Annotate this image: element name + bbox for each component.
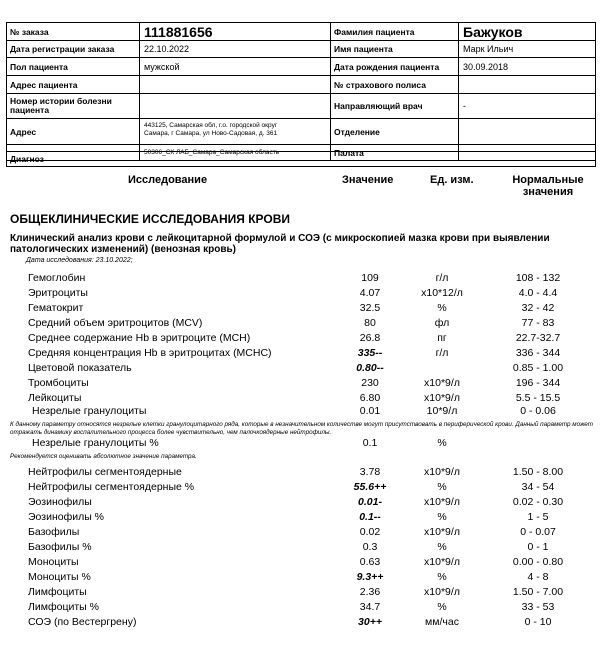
test-value: 80 bbox=[364, 317, 376, 329]
test-name: Нейтрофилы сегментоядерные bbox=[28, 466, 182, 478]
test-unit: x10*9/л bbox=[424, 556, 460, 568]
test-norm: 108 - 132 bbox=[515, 272, 561, 284]
test-name: Средняя концентрация Hb в эритроцитах (MCHC) bbox=[28, 347, 272, 359]
test-unit: 10*9/л bbox=[426, 405, 458, 417]
test-norm: 1.50 - 7.00 bbox=[512, 586, 564, 598]
patient-surname: Бажуков bbox=[463, 23, 523, 40]
result-row bbox=[0, 556, 600, 570]
test-norm: 0.00 - 0.80 bbox=[512, 556, 564, 568]
result-row bbox=[0, 586, 600, 600]
order-header-table bbox=[6, 22, 596, 161]
addr-label: Адрес bbox=[7, 119, 140, 144]
test-value: 0.1 bbox=[362, 437, 378, 449]
test-value: 0.01- bbox=[358, 496, 382, 508]
doctor-label: Направляющий врач bbox=[331, 94, 459, 118]
test-value: 0.02 bbox=[359, 526, 381, 538]
test-value: 26.8 bbox=[359, 332, 381, 344]
result-row bbox=[0, 496, 600, 510]
test-unit: x10*9/л bbox=[424, 586, 460, 598]
reg-date: 22.10.2022 bbox=[140, 41, 331, 57]
test-norm: 4.0 - 4.4 bbox=[518, 287, 558, 299]
diagnosis-row bbox=[6, 151, 596, 167]
test-value: 0.01 bbox=[359, 405, 381, 417]
test-name: Эозинофилы % bbox=[28, 511, 105, 523]
test-value: 0.3 bbox=[362, 541, 378, 553]
test-name: Средний объем эритроцитов (MCV) bbox=[28, 317, 203, 329]
surname-label: Фамилия пациента bbox=[331, 23, 459, 40]
header-row-reg bbox=[7, 41, 595, 58]
result-row bbox=[0, 272, 600, 286]
ward-label: Палата bbox=[331, 145, 459, 160]
test-norm: 0.02 - 0.30 bbox=[512, 496, 564, 508]
test-name: Цветовой показатель bbox=[28, 362, 132, 374]
column-header-unit: Ед. изм. bbox=[430, 174, 474, 186]
result-row bbox=[0, 466, 600, 480]
result-row bbox=[0, 511, 600, 525]
test-name: Незрелые гранулоциты bbox=[32, 405, 147, 417]
norm-header-line-1: Нормальные bbox=[512, 174, 584, 186]
test-value: 34.7 bbox=[359, 601, 381, 613]
patient-address bbox=[140, 76, 331, 93]
test-norm: 32 - 42 bbox=[521, 302, 555, 314]
test-norm: 5.5 - 15.5 bbox=[515, 392, 561, 404]
immature-granulocytes-note: К данному параметру относятся незрелые клетки гранулоцитарного ряда, которые в незначительном количестве могут присутствовать в периферической крови. Данный параметр может отражать динамику воспалительного процесса более чувствительно, чем палочкоядерные нейтрофилы. bbox=[10, 421, 593, 436]
doctor-name: - bbox=[463, 101, 466, 111]
insurance-label: № страхового полиса bbox=[331, 76, 459, 93]
diagnosis-label: Диагноз bbox=[10, 154, 44, 164]
test-norm: 0 - 10 bbox=[524, 616, 552, 628]
test-unit: % bbox=[437, 511, 447, 523]
lab-name: 50306_СК ЛАБ_Самара_Самарская область bbox=[140, 145, 331, 160]
test-value: 0.1-- bbox=[359, 511, 381, 523]
header-row-history bbox=[7, 94, 595, 119]
test-unit: % bbox=[437, 541, 447, 553]
test-value: 0.63 bbox=[359, 556, 381, 568]
test-value: 6.80 bbox=[359, 392, 381, 404]
result-row bbox=[0, 302, 600, 316]
result-row bbox=[0, 287, 600, 301]
test-name: Базофилы bbox=[28, 526, 80, 538]
test-name: Лейкоциты bbox=[28, 392, 82, 404]
insurance-number bbox=[459, 76, 595, 93]
patient-name: Марк Ильич bbox=[463, 44, 514, 54]
department bbox=[459, 119, 595, 144]
test-value: 0.80-- bbox=[356, 362, 384, 374]
test-name: Гемоглобин bbox=[28, 272, 86, 284]
result-row bbox=[0, 317, 600, 331]
result-row bbox=[0, 616, 600, 630]
test-name: Гематокрит bbox=[28, 302, 84, 314]
test-norm: 0 - 0.06 bbox=[520, 405, 556, 417]
test-name: Эритроциты bbox=[28, 287, 88, 299]
test-norm: 1 - 5 bbox=[527, 511, 549, 523]
test-name: Моноциты % bbox=[28, 571, 91, 583]
result-row bbox=[0, 526, 600, 540]
department-label: Отделение bbox=[331, 119, 459, 144]
section-title: ОБЩЕКЛИНИЧЕСКИЕ ИССЛЕДОВАНИЯ КРОВИ bbox=[10, 212, 290, 226]
result-row bbox=[0, 392, 600, 406]
test-name: Нейтрофилы сегментоядерные % bbox=[28, 481, 195, 493]
column-header-test: Исследование bbox=[128, 174, 208, 186]
addr-line-1: 443125, Самарская обл, г.о. городской округ bbox=[144, 122, 278, 129]
result-row bbox=[0, 332, 600, 346]
result-row bbox=[0, 481, 600, 495]
test-unit: x10*9/л bbox=[424, 526, 460, 538]
history-number bbox=[140, 94, 331, 118]
test-unit: x10*12/л bbox=[421, 287, 463, 299]
addr-line-2: Самара, г Самара, ул Ново-Садовая, д. 361 bbox=[144, 130, 278, 137]
result-row bbox=[0, 377, 600, 391]
test-unit: % bbox=[437, 302, 447, 314]
result-row bbox=[0, 405, 600, 419]
test-value: 55.6++ bbox=[353, 481, 387, 493]
test-norm: 0 - 1 bbox=[527, 541, 549, 553]
header-row-address bbox=[7, 76, 595, 94]
header-row-addr bbox=[7, 119, 595, 145]
result-row bbox=[0, 437, 600, 451]
test-unit: % bbox=[437, 571, 447, 583]
section-subtitle: Клинический анализ крови с лейкоцитарной формулой и СОЭ (с микроскопией мазка крови при выявлении патологических изменений) (венозная кровь) bbox=[10, 233, 550, 255]
reg-date-label: Дата регистрации заказа bbox=[7, 41, 140, 57]
test-name: Лимфоциты % bbox=[28, 601, 99, 613]
test-unit: % bbox=[437, 437, 447, 449]
test-name: Среднее содержание Hb в эритроците (MCH) bbox=[28, 332, 251, 344]
test-norm: 0.85 - 1.00 bbox=[512, 362, 564, 374]
test-norm: 1.50 - 8.00 bbox=[512, 466, 564, 478]
test-unit: пг bbox=[437, 332, 447, 344]
test-value: 335-- bbox=[357, 347, 383, 359]
test-name: Незрелые гранулоциты % bbox=[32, 437, 159, 449]
header-row-order bbox=[7, 23, 595, 41]
test-name: Базофилы % bbox=[28, 541, 92, 553]
column-header-norm bbox=[498, 174, 598, 198]
absolute-value-note: Рекомендуется оценивать абсолютное значение параметра. bbox=[10, 453, 197, 460]
test-unit: x10*9/л bbox=[424, 496, 460, 508]
test-name: Тромбоциты bbox=[28, 377, 89, 389]
test-value: 109 bbox=[361, 272, 379, 284]
test-norm: 33 - 53 bbox=[521, 601, 555, 613]
order-number: 111881656 bbox=[140, 23, 331, 40]
test-unit: фл bbox=[434, 317, 450, 329]
test-value: 9.3++ bbox=[356, 571, 384, 583]
test-value: 2.36 bbox=[359, 586, 381, 598]
dob-label: Дата рождения пациента bbox=[331, 58, 459, 75]
test-unit: x10*9/л bbox=[424, 466, 460, 478]
gender: мужской bbox=[140, 58, 331, 75]
patient-dob: 30.09.2018 bbox=[463, 61, 509, 72]
test-value: 30++ bbox=[358, 616, 382, 628]
test-value: 230 bbox=[361, 377, 379, 389]
name-label: Имя пациента bbox=[331, 41, 459, 57]
patient-address-label: Адрес пациента bbox=[7, 76, 140, 93]
history-label: Номер истории болезни пациента bbox=[7, 94, 140, 118]
test-unit: % bbox=[437, 601, 447, 613]
result-row bbox=[0, 362, 600, 376]
order-number-label: № заказа bbox=[7, 23, 140, 40]
test-unit: г/л bbox=[435, 347, 449, 359]
test-value: 4.07 bbox=[359, 287, 381, 299]
test-name: Лимфоциты bbox=[28, 586, 87, 598]
result-row bbox=[0, 541, 600, 555]
gender-label: Пол пациента bbox=[7, 58, 140, 75]
result-row bbox=[0, 601, 600, 615]
test-unit: x10*9/л bbox=[424, 392, 460, 404]
column-header-value: Значение bbox=[342, 174, 394, 186]
test-norm: 4 - 8 bbox=[527, 571, 549, 583]
result-row bbox=[0, 347, 600, 361]
test-norm: 196 - 344 bbox=[515, 377, 561, 389]
test-norm: 34 - 54 bbox=[521, 481, 555, 493]
test-norm: 0 - 0.07 bbox=[520, 526, 556, 538]
test-value: 32.5 bbox=[359, 302, 381, 314]
test-unit: x10*9/л bbox=[424, 377, 460, 389]
test-value: 3.78 bbox=[359, 466, 381, 478]
study-date: Дата исследования: 23.10.2022; bbox=[26, 257, 133, 264]
test-unit: г/л bbox=[435, 272, 449, 284]
result-row bbox=[0, 571, 600, 585]
test-norm: 77 - 83 bbox=[521, 317, 555, 329]
test-name: Моноциты bbox=[28, 556, 79, 568]
test-norm: 22.7-32.7 bbox=[515, 332, 561, 344]
test-unit: % bbox=[437, 481, 447, 493]
test-name: Эозинофилы bbox=[28, 496, 92, 508]
test-name: СОЭ (по Вестергрену) bbox=[28, 616, 137, 628]
header-row-gender bbox=[7, 58, 595, 76]
test-unit: мм/час bbox=[425, 616, 459, 628]
lab-address bbox=[140, 119, 331, 144]
test-norm: 336 - 344 bbox=[515, 347, 561, 359]
norm-header-line-2: значения bbox=[522, 186, 574, 198]
